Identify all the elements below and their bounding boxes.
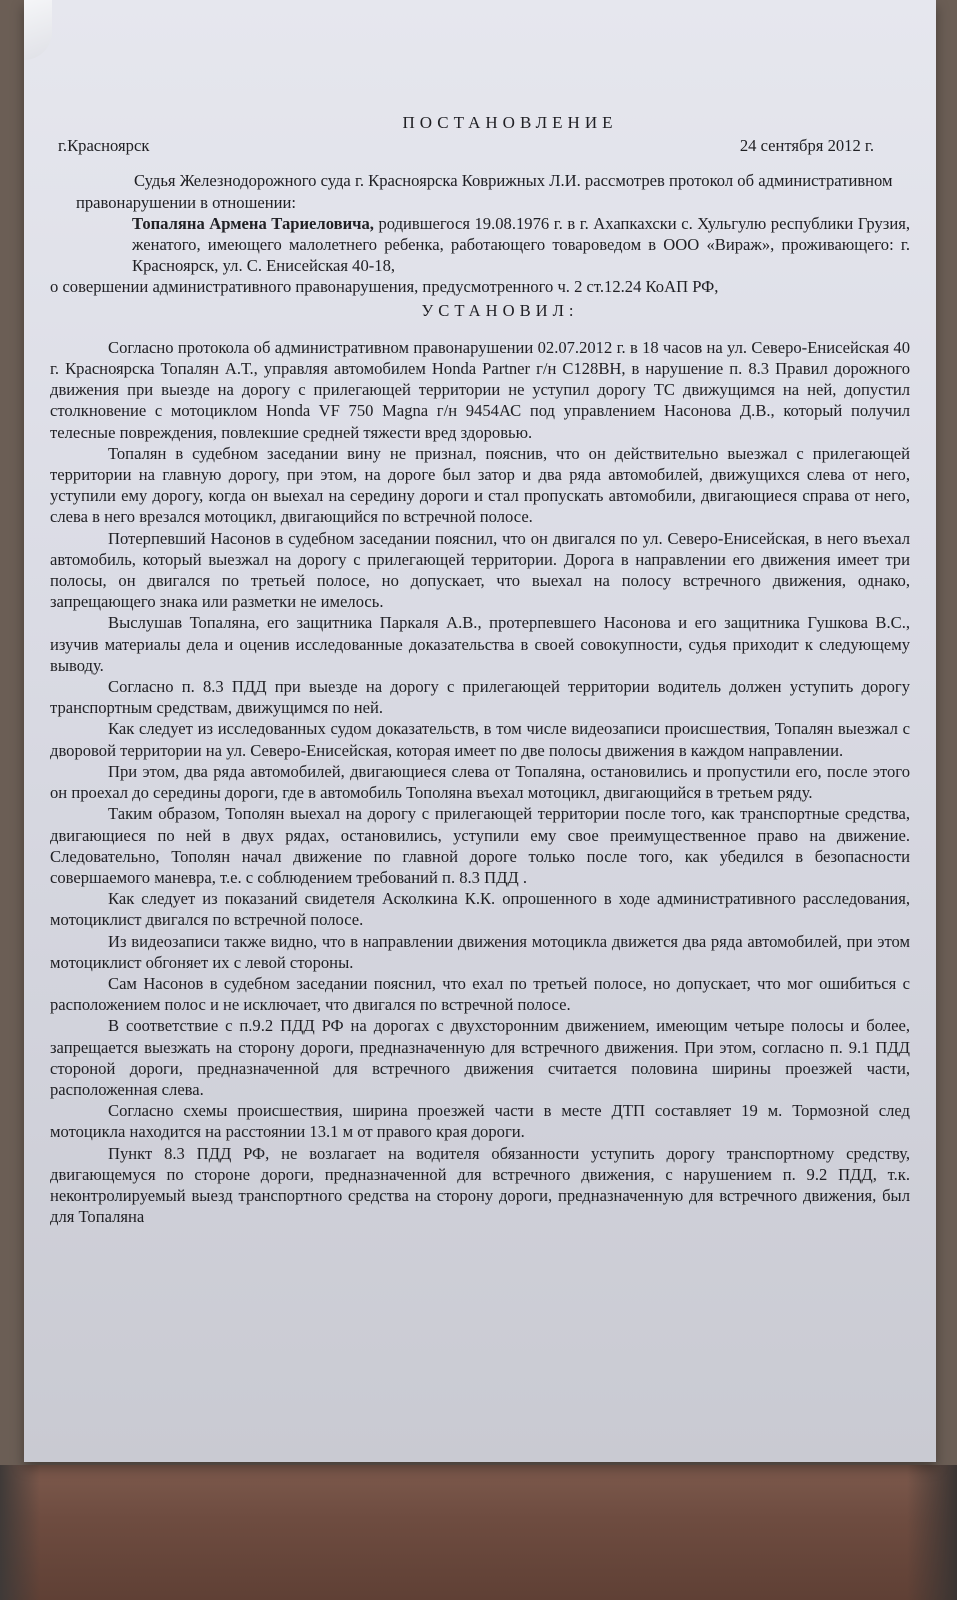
person-name: Топаляна Армена Тариеловича, (132, 213, 374, 233)
desk-surface (0, 1465, 957, 1600)
paragraph: В соответствие с п.9.2 ПДД РФ на дорогах с двухсторонним движением, имеющим четыре полосы и более, запрещается выезжать на сторону дороги, предназначенную для встречного движения. При этом, согласно п. 9.1 ПДД стороной дороги, предназначенной для встречного движения считается половина ширины проезжей части, расположенная слева. (50, 1016, 910, 1099)
person-block (50, 213, 910, 277)
paragraph: Как следует из исследованных судом доказательств, в том числе видеозаписи происшествия, Топалян выезжал с дворовой территории на ул. Северо-Енисейская, которая имеет по две полосы движения в каждом направлении. (50, 719, 910, 760)
paragraph: Пункт 8.3 ПДД РФ, не возлагает на водителя обязанности уступить дорогу транспортному средству, двигающемуся по стороне дороги, предназначенной для встречного движения, с нарушением п. 9.2 ПДД, т.к. неконтролируемый выезд транспортного средства на сторону дороги, предназначенную для встречного движения, был для Топаляна (50, 1143, 910, 1227)
document-date: 24 сентября 2012 г. (739, 136, 874, 156)
paragraph: Сам Насонов в судебном заседании пояснил, что ехал по третьей полосе, но допускает, что мог ошибиться с расположением полос и не исключает, что двигался по встречной полосе. (50, 973, 910, 1015)
person-details: родившегося 19.08.1976 г. в г. Ахапкахски с. Хульгулю республики Грузия, женатого, имеющего малолетнего ребенка, работающего товароведом в ООО «Вираж», проживающего: г. Красноярск, ул. С. Енисейская 40-18, (132, 213, 910, 276)
paper-corner-curl (24, 0, 52, 60)
intro-line: Судья Железнодорожного суда г. Красноярска Коврижных Л.И. рассмотрев протокол об административном правонарушении в отношении: (76, 171, 893, 212)
offence-line: о совершении административного правонарушения, предусмотренного ч. 2 ст.12.24 КоАП РФ, (50, 277, 719, 297)
desk-shadow-left (0, 1465, 40, 1600)
paragraph: При этом, два ряда автомобилей, двигающиеся слева от Топаляна, остановились и пропустили его, после этого он проехал до середины дороги, где в автомобиль Тополяна въехал мотоцикл, двигающийся в третьем ряду. (50, 761, 910, 803)
document-body (50, 112, 910, 1227)
paragraph: Согласно схемы происшествия, ширина проезжей части в месте ДТП составляет 19 м. Тормозной след мотоцикла находится на расстоянии 13.1 м от правого края дороги. (50, 1101, 910, 1142)
paragraph: Согласно п. 8.3 ПДД при выезде на дорогу с прилегающей территории водитель должен уступить дорогу транспортным средствам, движущимся по ней. (50, 677, 910, 718)
paragraph: Таким образом, Тополян выехал на дорогу с прилегающей территории после того, как транспортные средства, двигающиеся по ней в двух рядах, остановились, уступили ему свое преимущественное право на движение. Следовательно, Тополян начал движение по главной дороге только после того, как убедился в безопасности совершаемого маневра, т.е. с соблюдением требований п. 8.3 ПДД . (50, 804, 910, 887)
paragraph: Потерпевший Насонов в судебном заседании пояснил, что он двигался по ул. Северо-Енисейская, в него въехал автомобиль, который выезжал на дорогу с прилегающей территории. Дорога в направлении его движения имеет три полосы, он двигался по третьей полосе, но допускает, что выехал на полосу встречного движения, однако, запрещающего знака или разметки не имелось. (50, 528, 910, 612)
desk-shadow-right (907, 1465, 957, 1600)
document-page (24, 0, 936, 1462)
paragraph: Из видеозаписи также видно, что в направлении движения мотоцикла движется два ряда автомобилей, при этом мотоциклист обгоняет их с левой стороны. (50, 931, 910, 972)
place-date-row (50, 135, 910, 156)
section-heading: УСТАНОВИЛ: (421, 300, 579, 320)
document-title: ПОСТАНОВЛЕНИЕ (402, 113, 618, 132)
paragraph: Топалян в судебном заседании вину не признал, пояснив, что он действительно выезжал с прилегающей территории на главную дорогу, при этом, на дороге был затор и два ряда автомобилей, движущихся слева от него, уступили ему дорогу, когда он выехал на середину дороги и стал пропускать автомобили, двигающиеся справа от него, слева в него врезался мотоцикл, двигающийся по встречной полосе. (50, 443, 910, 527)
document-city: г.Красноярск (58, 136, 150, 156)
paragraph: Выслушав Топаляна, его защитника Паркаля А.В., протерпевшего Насонова и его защитника Гушкова В.С., изучив материалы дела и оценив исследованные доказательства в своей совокупности, судья приходит к следующему выводу. (50, 613, 910, 675)
paragraph: Согласно протокола об административном правонарушении 02.07.2012 г. в 18 часов на ул. Северо-Енисейская 40 г. Красноярска Топалян А.Т., управляя автомобилем Honda Partner г/н С128ВН, в нарушение п. 8.3 Правил дорожного движения при выезде на дорогу с прилегающей территории не уступил дорогу ТС движущимся на ней, допустил столкновение с мотоциклом Honda VF 750 Magna г/н 9454АС под управлением Насонова Д.В., который получил телесные повреждения, повлекшие средней тяжести вред здоровью. (50, 337, 910, 442)
paragraph: Как следует из показаний свидетеля Асколкина К.К. опрошенного в ходе административного расследования, мотоциклист двигался по встречной полосе. (50, 889, 910, 930)
